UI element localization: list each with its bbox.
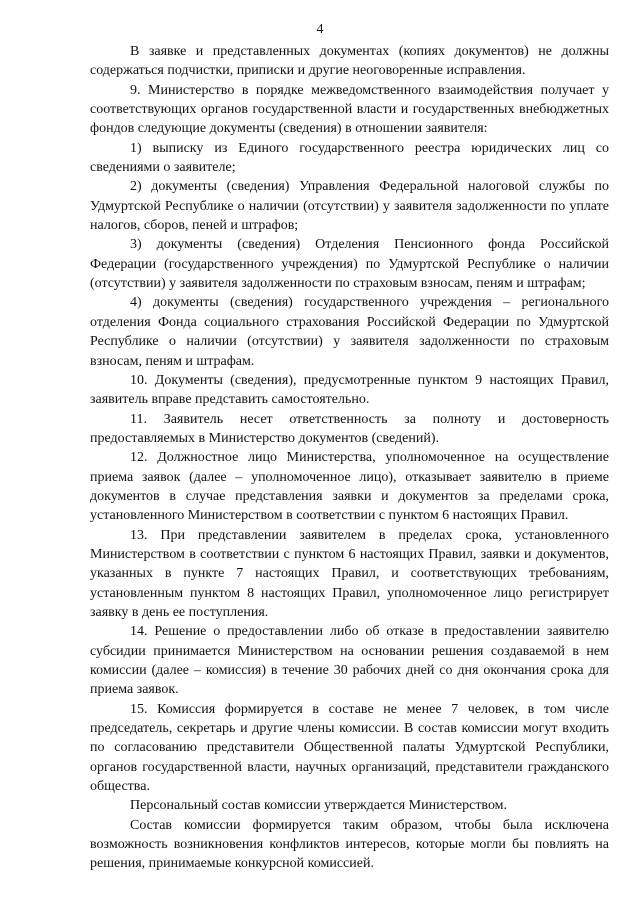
paragraph-commission-approval: Персональный состав комиссии утверждается Министерством. bbox=[130, 798, 508, 814]
paragraph-clause-14: 14. Решение о предоставлении либо об отказе в предоставлении заявителю субсидии принимается Министерством на основании решения создаваемой в нем комиссии (далее – комиссия) в течение 30 рабочих дней со дня окончания срока для приема заявок. bbox=[90, 624, 609, 698]
paragraph-clause-12: 12. Должностное лицо Министерства, уполномоченное на осуществление приема заявок (далее – уполномоченное лицо), отказывает заявителю в приеме документов в случае представления заявки и документов за пределами срока, установленного Министерством в соответствии с пунктом 6 настоящих Правил. bbox=[90, 450, 609, 524]
paragraph-clause-13: 13. При представлении заявителем в пределах срока, установленного Министерством в соответствии с пунктом 6 настоящих Правил, заявки и документов, указанных в пункте 7 настоящих Правил, и соответствующих требованиям, установленным пунктом 8 настоящих Правил, уполномоченное лицо регистрирует заявку в день ее поступления. bbox=[90, 527, 609, 620]
list-item-2: 2) документы (сведения) Управления Федеральной налоговой службы по Удмуртской Республике о наличии (отсутствии) у заявителя задолженности по уплате налогов, сборов, пеней и штрафов; bbox=[90, 179, 609, 234]
paragraph-clause-15: 15. Комиссия формируется в составе не менее 7 человек, в том числе председатель, секретарь и другие члены комиссии. В состав комиссии могут входить по согласованию представители Общественной палаты Удмуртской Республики, органов государственной власти, научных организаций, представители гражданского общества. bbox=[90, 701, 609, 795]
paragraph-document-requirements: В заявке и представленных документах (копиях документов) не должны содержаться подчистки, приписки и другие неоговоренные исправления. bbox=[90, 44, 609, 79]
paragraph-clause-9: 9. Министерство в порядке межведомственного взаимодействия получает у соответствующих органов государственной власти и государственных внебюджетных фондов следующие документы (сведения) в отношении заявителя: bbox=[90, 82, 609, 137]
paragraph-conflict-of-interest: Состав комиссии формируется таким образом, чтобы была исключена возможность возникновения конфликтов интересов, которые могли бы повлиять на решения, принимаемые конкурсной комиссией. bbox=[90, 817, 609, 872]
list-item-1: 1) выписку из Единого государственного реестра юридических лиц со сведениями о заявителе; bbox=[90, 140, 609, 176]
list-item-3: 3) документы (сведения) Отделения Пенсионного фонда Российской Федерации (государственного учреждения) по Удмуртской Республике о наличии (отсутствии) у заявителя задолженности по страховым взносам, пеням и штрафам; bbox=[90, 237, 609, 292]
paragraph-clause-10: 10. Документы (сведения), предусмотренные пунктом 9 настоящих Правил, заявитель вправе представить самостоятельно. bbox=[90, 372, 609, 408]
paragraph-clause-11: 11. Заявитель несет ответственность за полноту и достоверность предоставляемых в Министерство документов (сведений). bbox=[90, 411, 609, 446]
list-item-4: 4) документы (сведения) государственного учреждения – регионального отделения Фонда социального страхования Российской Федерации по Удмуртской Республике о наличии (отсутствии) у заявителя задолженности по страховым взносам, пеням и штрафам. bbox=[90, 295, 609, 369]
document-body bbox=[90, 42, 609, 874]
page-number: 4 bbox=[316, 22, 324, 37]
